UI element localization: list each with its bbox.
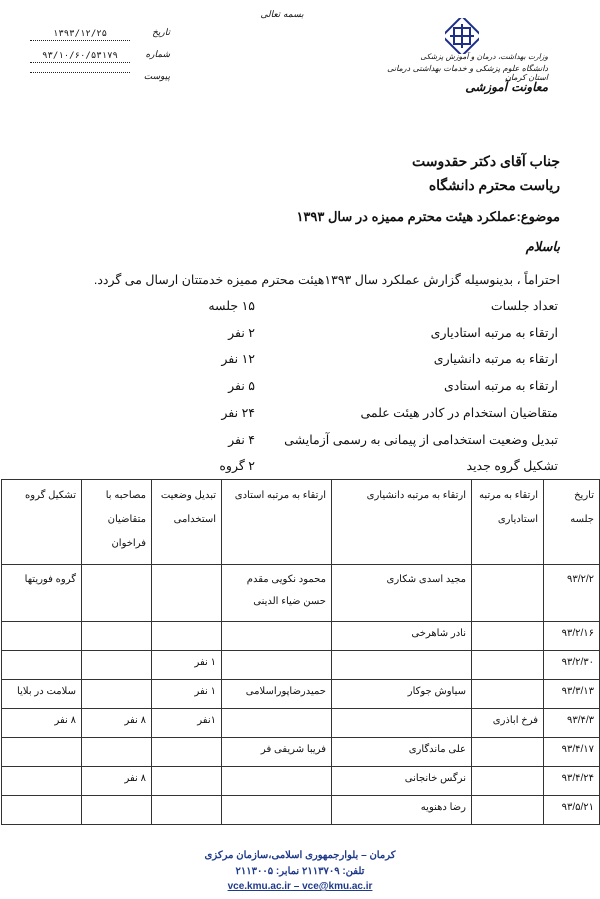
cell-associate: مجید اسدی شکاری bbox=[332, 565, 472, 622]
cell-assistant bbox=[472, 680, 544, 709]
table-row bbox=[2, 565, 600, 622]
recipient-title: ریاست محترم دانشگاه bbox=[428, 177, 560, 193]
cell-full: فریبا شریفی فر bbox=[222, 738, 332, 767]
cell-interview: ۸ نفر bbox=[82, 767, 152, 796]
footer-web-link[interactable]: vce.kmu.ac.ir – vce@kmu.ac.ir bbox=[227, 881, 373, 892]
stat-value: ۲ گروه bbox=[219, 459, 255, 473]
cell-date: ۹۳/۴/۲۴ bbox=[544, 767, 600, 796]
attachment-value bbox=[30, 72, 130, 73]
cell-associate: سیاوش جوکار bbox=[332, 680, 472, 709]
cell-interview bbox=[82, 565, 152, 622]
stat-value: ۲۴ نفر bbox=[221, 406, 255, 420]
cell-group bbox=[2, 651, 82, 680]
cell-full bbox=[222, 651, 332, 680]
cell-group bbox=[2, 738, 82, 767]
cell-group: سلامت در بلایا bbox=[2, 680, 82, 709]
university-logo-icon bbox=[445, 18, 479, 54]
attachment-label: پیوست bbox=[143, 72, 170, 82]
cell-associate: رضا دهنویه bbox=[332, 796, 472, 825]
number-label: شماره bbox=[145, 50, 170, 60]
footer-phone: تلفن: ۲۱۱۳۷۰۹ نمابر: ۲۱۱۳۰۰۵ bbox=[235, 866, 365, 877]
letter-subject: موضوع:عملکرد هیئت محترم ممیزه در سال ۱۳۹۳ bbox=[296, 209, 560, 224]
number-value: ۹۳/۱۰/۶۰/۵۳۱۷۹ bbox=[30, 50, 130, 63]
cell-conversion bbox=[152, 796, 222, 825]
cell-associate: نرگس خانجانی bbox=[332, 767, 472, 796]
stat-label: تبدیل وضعیت استخدامی از پیمانی به رسمی آزمایشی bbox=[284, 433, 558, 447]
cell-full bbox=[222, 622, 332, 651]
table-row bbox=[2, 709, 600, 738]
deputy-name: معاونت آموزشی bbox=[465, 80, 548, 94]
cell-group: گروه فوریتها bbox=[2, 565, 82, 622]
cell-date: ۹۳/۲/۳۰ bbox=[544, 651, 600, 680]
salutation: باسلام bbox=[525, 240, 560, 255]
header-associate-promotion: ارتقاء به مرتبه دانشیاری bbox=[332, 480, 472, 565]
bismillah-heading: بسمه تعالی bbox=[260, 10, 304, 20]
cell-assistant bbox=[472, 622, 544, 651]
cell-conversion bbox=[152, 767, 222, 796]
cell-conversion bbox=[152, 622, 222, 651]
table-row bbox=[2, 796, 600, 825]
cell-interview bbox=[82, 651, 152, 680]
cell-full bbox=[222, 796, 332, 825]
ministry-line-2: دانشگاه علوم پزشکی و خدمات بهداشتی درمانی استان کرمان bbox=[387, 64, 548, 82]
table-row bbox=[2, 738, 600, 767]
table-row bbox=[2, 680, 600, 709]
header-status-conversion: تبدیل وضعیت استخدامی bbox=[152, 480, 222, 565]
stat-value: ۵ نفر bbox=[228, 379, 255, 393]
cell-date: ۹۳/۴/۳ bbox=[544, 709, 600, 738]
header-assistant-promotion: ارتقاء به مرتبه استادیاری bbox=[472, 480, 544, 565]
cell-associate bbox=[332, 651, 472, 680]
cell-full-name: حسن ضیاء الدینی bbox=[253, 596, 326, 607]
cell-date: ۹۳/۳/۱۳ bbox=[544, 680, 600, 709]
stat-label: ارتقاء به مرتبه استادیاری bbox=[430, 326, 558, 340]
stat-label: متقاضیان استخدام در کادر هیئت علمی bbox=[360, 406, 558, 420]
cell-conversion bbox=[152, 738, 222, 767]
sessions-table bbox=[1, 479, 600, 825]
cell-interview bbox=[82, 680, 152, 709]
stat-label: تشکیل گروه جدید bbox=[466, 459, 558, 473]
cell-associate bbox=[332, 709, 472, 738]
stat-value: ۴ نفر bbox=[228, 433, 255, 447]
footer-address: کرمان – بلوارجمهوری اسلامی،سازمان مرکزی bbox=[204, 850, 396, 861]
date-value: ۱۳۹۳/۱۲/۲۵ bbox=[30, 28, 130, 41]
intro-paragraph: احتراماً ، بدینوسیله گزارش عملکرد سال ۱۳۹۳هیئت محترم ممیزه خدمتتان ارسال می گردد. bbox=[93, 273, 560, 287]
cell-assistant bbox=[472, 796, 544, 825]
cell-interview: ۸ نفر bbox=[82, 709, 152, 738]
stat-value: ۲ نفر bbox=[228, 326, 255, 340]
cell-interview bbox=[82, 796, 152, 825]
cell-date: ۹۳/۵/۲۱ bbox=[544, 796, 600, 825]
cell-assistant bbox=[472, 767, 544, 796]
header-full-promotion: ارتقاء به مرتبه استادی bbox=[222, 480, 332, 565]
cell-full bbox=[222, 709, 332, 738]
cell-date: ۹۳/۲/۱۶ bbox=[544, 622, 600, 651]
header-group-formation: تشکیل گروه bbox=[2, 480, 82, 565]
header-applicant-interview: مصاحبه با متقاضیان فراخوان bbox=[82, 480, 152, 565]
date-label: تاریخ bbox=[152, 28, 170, 38]
cell-associate: نادر شاهرخی bbox=[332, 622, 472, 651]
cell-conversion: ۱نفر bbox=[152, 709, 222, 738]
cell-assistant bbox=[472, 738, 544, 767]
cell-full: حمیدرضاپوراسلامی bbox=[222, 680, 332, 709]
cell-group bbox=[2, 796, 82, 825]
cell-conversion: ۱ نفر bbox=[152, 651, 222, 680]
header-session-date: تاریخ جلسه bbox=[544, 480, 600, 565]
table-row bbox=[2, 651, 600, 680]
cell-group bbox=[2, 622, 82, 651]
cell-group: ۸ نفر bbox=[2, 709, 82, 738]
cell-interview bbox=[82, 738, 152, 767]
stat-value: ۱۲ نفر bbox=[221, 352, 255, 366]
cell-assistant bbox=[472, 651, 544, 680]
cell-conversion: ۱ نفر bbox=[152, 680, 222, 709]
cell-assistant: فرخ اباذری bbox=[472, 709, 544, 738]
table-header-row bbox=[2, 480, 600, 565]
table-row bbox=[2, 767, 600, 796]
stat-label: تعداد جلسات bbox=[490, 299, 558, 313]
cell-associate: علی ماندگاری bbox=[332, 738, 472, 767]
ministry-line-1: وزارت بهداشت، درمان و آموزش پزشکی bbox=[420, 52, 548, 61]
table-row bbox=[2, 622, 600, 651]
cell-date: ۹۳/۴/۱۷ bbox=[544, 738, 600, 767]
cell-group bbox=[2, 767, 82, 796]
cell-full-name: محمود نکویی مقدم bbox=[246, 574, 326, 585]
cell-full bbox=[222, 565, 332, 622]
cell-interview bbox=[82, 622, 152, 651]
cell-full bbox=[222, 767, 332, 796]
recipient-name: جناب آقای دکتر حقدوست bbox=[412, 153, 560, 169]
stat-value: ۱۵ جلسه bbox=[208, 299, 255, 313]
stat-label: ارتقاء به مرتبه دانشیاری bbox=[433, 352, 558, 366]
cell-assistant bbox=[472, 565, 544, 622]
cell-date: ۹۳/۲/۲ bbox=[544, 565, 600, 622]
stat-label: ارتقاء به مرتبه استادی bbox=[443, 379, 558, 393]
cell-conversion bbox=[152, 565, 222, 622]
